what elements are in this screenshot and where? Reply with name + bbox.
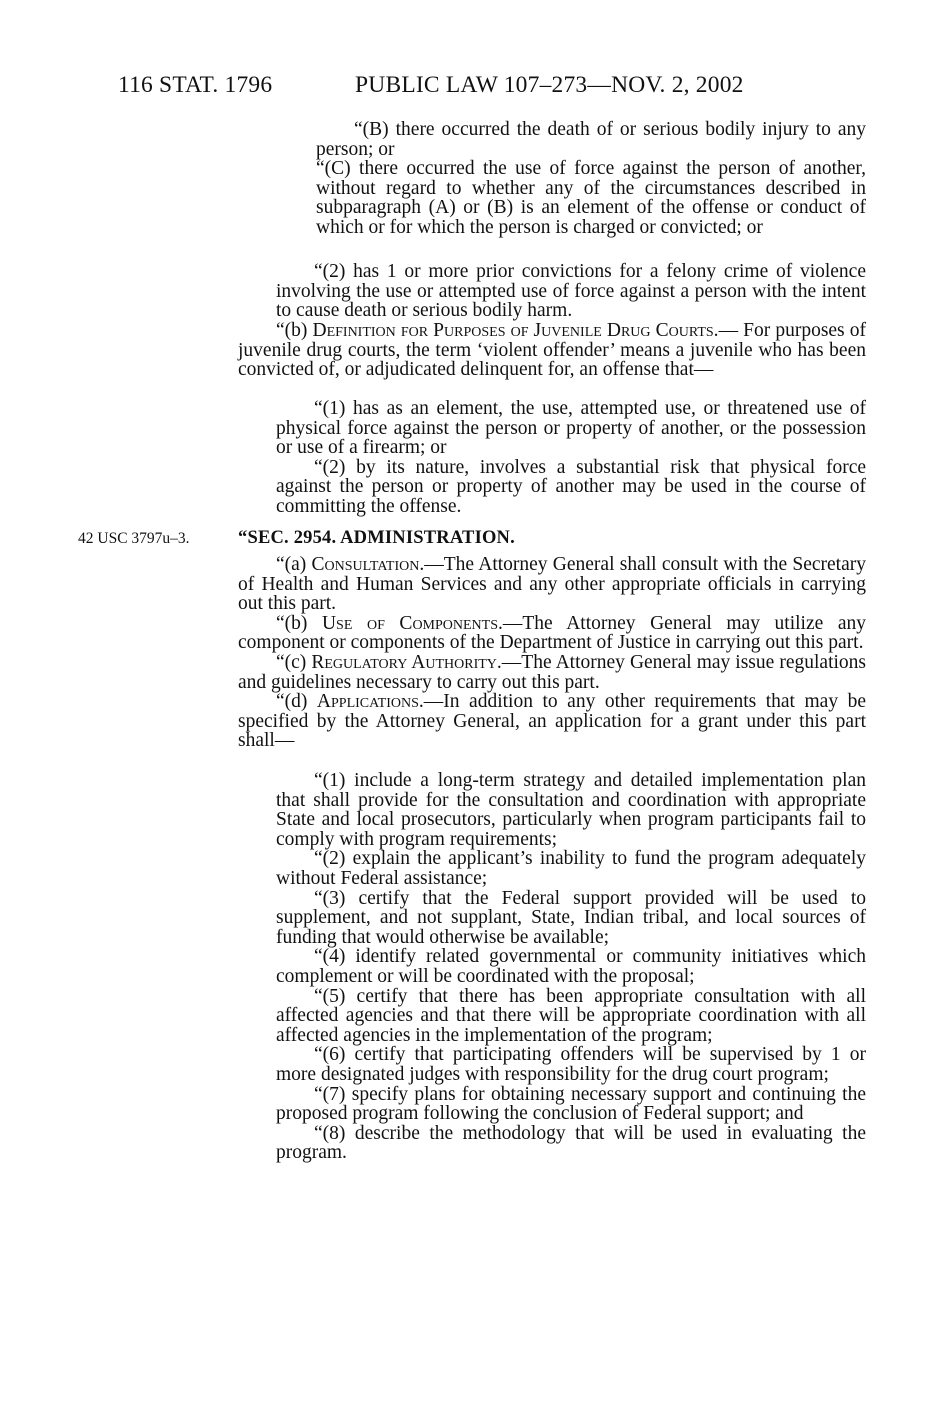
prior-convictions-text: “(2) has 1 or more prior convictions for a felony crime of violence involving the use or attempted use of force against a person with the intent to cause death or serious bodily harm. xyxy=(276,261,866,322)
subsection-c-heading: Regulatory Authority. xyxy=(311,651,502,673)
subsection-b-prefix: “(b) xyxy=(276,612,322,634)
subsection-d-heading: Applications. xyxy=(316,691,424,713)
law-title: PUBLIC LAW 107–273—NOV. 2, 2002 xyxy=(355,72,744,98)
definition-item-1: “(1) has as an element, the use, attempted use, or threatened use of physical force against the person or property of another, or the possession or use of a firearm; or xyxy=(276,398,866,459)
definition-heading: Definition for Purposes of Juvenile Drug Courts. xyxy=(312,320,719,341)
application-items xyxy=(276,771,866,1163)
clause-c-text: “(C) there occurred the use of force against the person of another, without regard to whether any of the circumstances described in subparagraph (A) or (B) is an element of the offense or conduct of which or for which the person is charged or convicted; or xyxy=(316,158,866,238)
clause-c xyxy=(278,159,866,237)
definition-prefix: “(b) xyxy=(276,320,313,341)
application-item-8: “(8) describe the methodology that will be used in evaluating the program. xyxy=(276,1122,866,1164)
subsection-a-heading: Consultation. xyxy=(311,554,425,575)
application-item-5: “(5) certify that there has been appropriate consultation with all affected agencies and that there will be appropriate coordination with all affected agencies in the implementation of the program; xyxy=(276,985,866,1046)
subsection-b-heading: Use of Components. xyxy=(321,612,503,634)
application-item-3: “(3) certify that the Federal support provided will be used to supplement, and not supplant, State, Indian tribal, and local sources of funding that would otherwise be available; xyxy=(276,887,866,948)
application-item-1: “(1) include a long-term strategy and detailed implementation plan that shall provide for the consultation and coordination with appropriate State and local prosecutors, particularly when program participants fail to comply with program requirements; xyxy=(276,770,866,850)
subsection-a xyxy=(238,555,866,614)
definition-subsection xyxy=(238,321,866,380)
subsection-b xyxy=(238,614,866,653)
margin-citation: 42 USC 3797u–3. xyxy=(78,530,190,547)
subsection-d xyxy=(238,692,866,751)
paragraph-2-prior-convictions xyxy=(276,262,866,321)
definition-items xyxy=(276,399,866,517)
subsection-d-text: —In addition to any other requirements that may be specified by the Attorney General, an application for a grant under this part shall— xyxy=(238,691,866,752)
subsection-d-prefix: “(d) xyxy=(276,691,317,713)
subsections xyxy=(238,555,866,751)
subsection-c-prefix: “(c) xyxy=(276,651,312,673)
clause-block-b-c xyxy=(316,120,866,238)
application-item-6: “(6) certify that participating offenders will be supervised by 1 or more designated judges with responsibility for the drug court program; xyxy=(276,1044,866,1085)
page-reference: 116 STAT. 1796 xyxy=(118,72,273,98)
subsection-c-text: —The Attorney General may issue regulations and guidelines necessary to carry out this part. xyxy=(238,651,866,693)
definition-item-2: “(2) by its nature, involves a substantial risk that physical force against the person or property of another may be used in the course of committing the offense. xyxy=(276,456,866,517)
section-heading: “SEC. 2954. ADMINISTRATION. xyxy=(238,528,515,548)
application-item-2: “(2) explain the applicant’s inability to fund the program adequately without Federal assistance; xyxy=(276,848,866,889)
subsection-b-text: —The Attorney General may utilize any component or components of the Department of Justice in carrying out this part. xyxy=(238,612,866,654)
definition-paragraph xyxy=(238,321,866,380)
application-item-4: “(4) identify related governmental or community initiatives which complement or will be coordinated with the proposal; xyxy=(276,946,866,987)
subsection-c xyxy=(238,653,866,692)
clause-b: “(B) there occurred the death of or serious bodily injury to any person; or xyxy=(316,119,866,160)
definition-text: — For purposes of juvenile drug courts, the term ‘violent offender’ means a juvenile who has been convicted of, or adjudicated delinquent for, an offense that— xyxy=(238,320,866,381)
application-item-7: “(7) specify plans for obtaining necessary support and continuing the proposed program following the conclusion of Federal support; and xyxy=(276,1083,866,1125)
subsection-a-prefix: “(a) xyxy=(276,554,312,575)
subsection-a-text: —The Attorney General shall consult with the Secretary of Health and Human Services and any other appropriate officials in carrying out this part. xyxy=(238,554,866,615)
